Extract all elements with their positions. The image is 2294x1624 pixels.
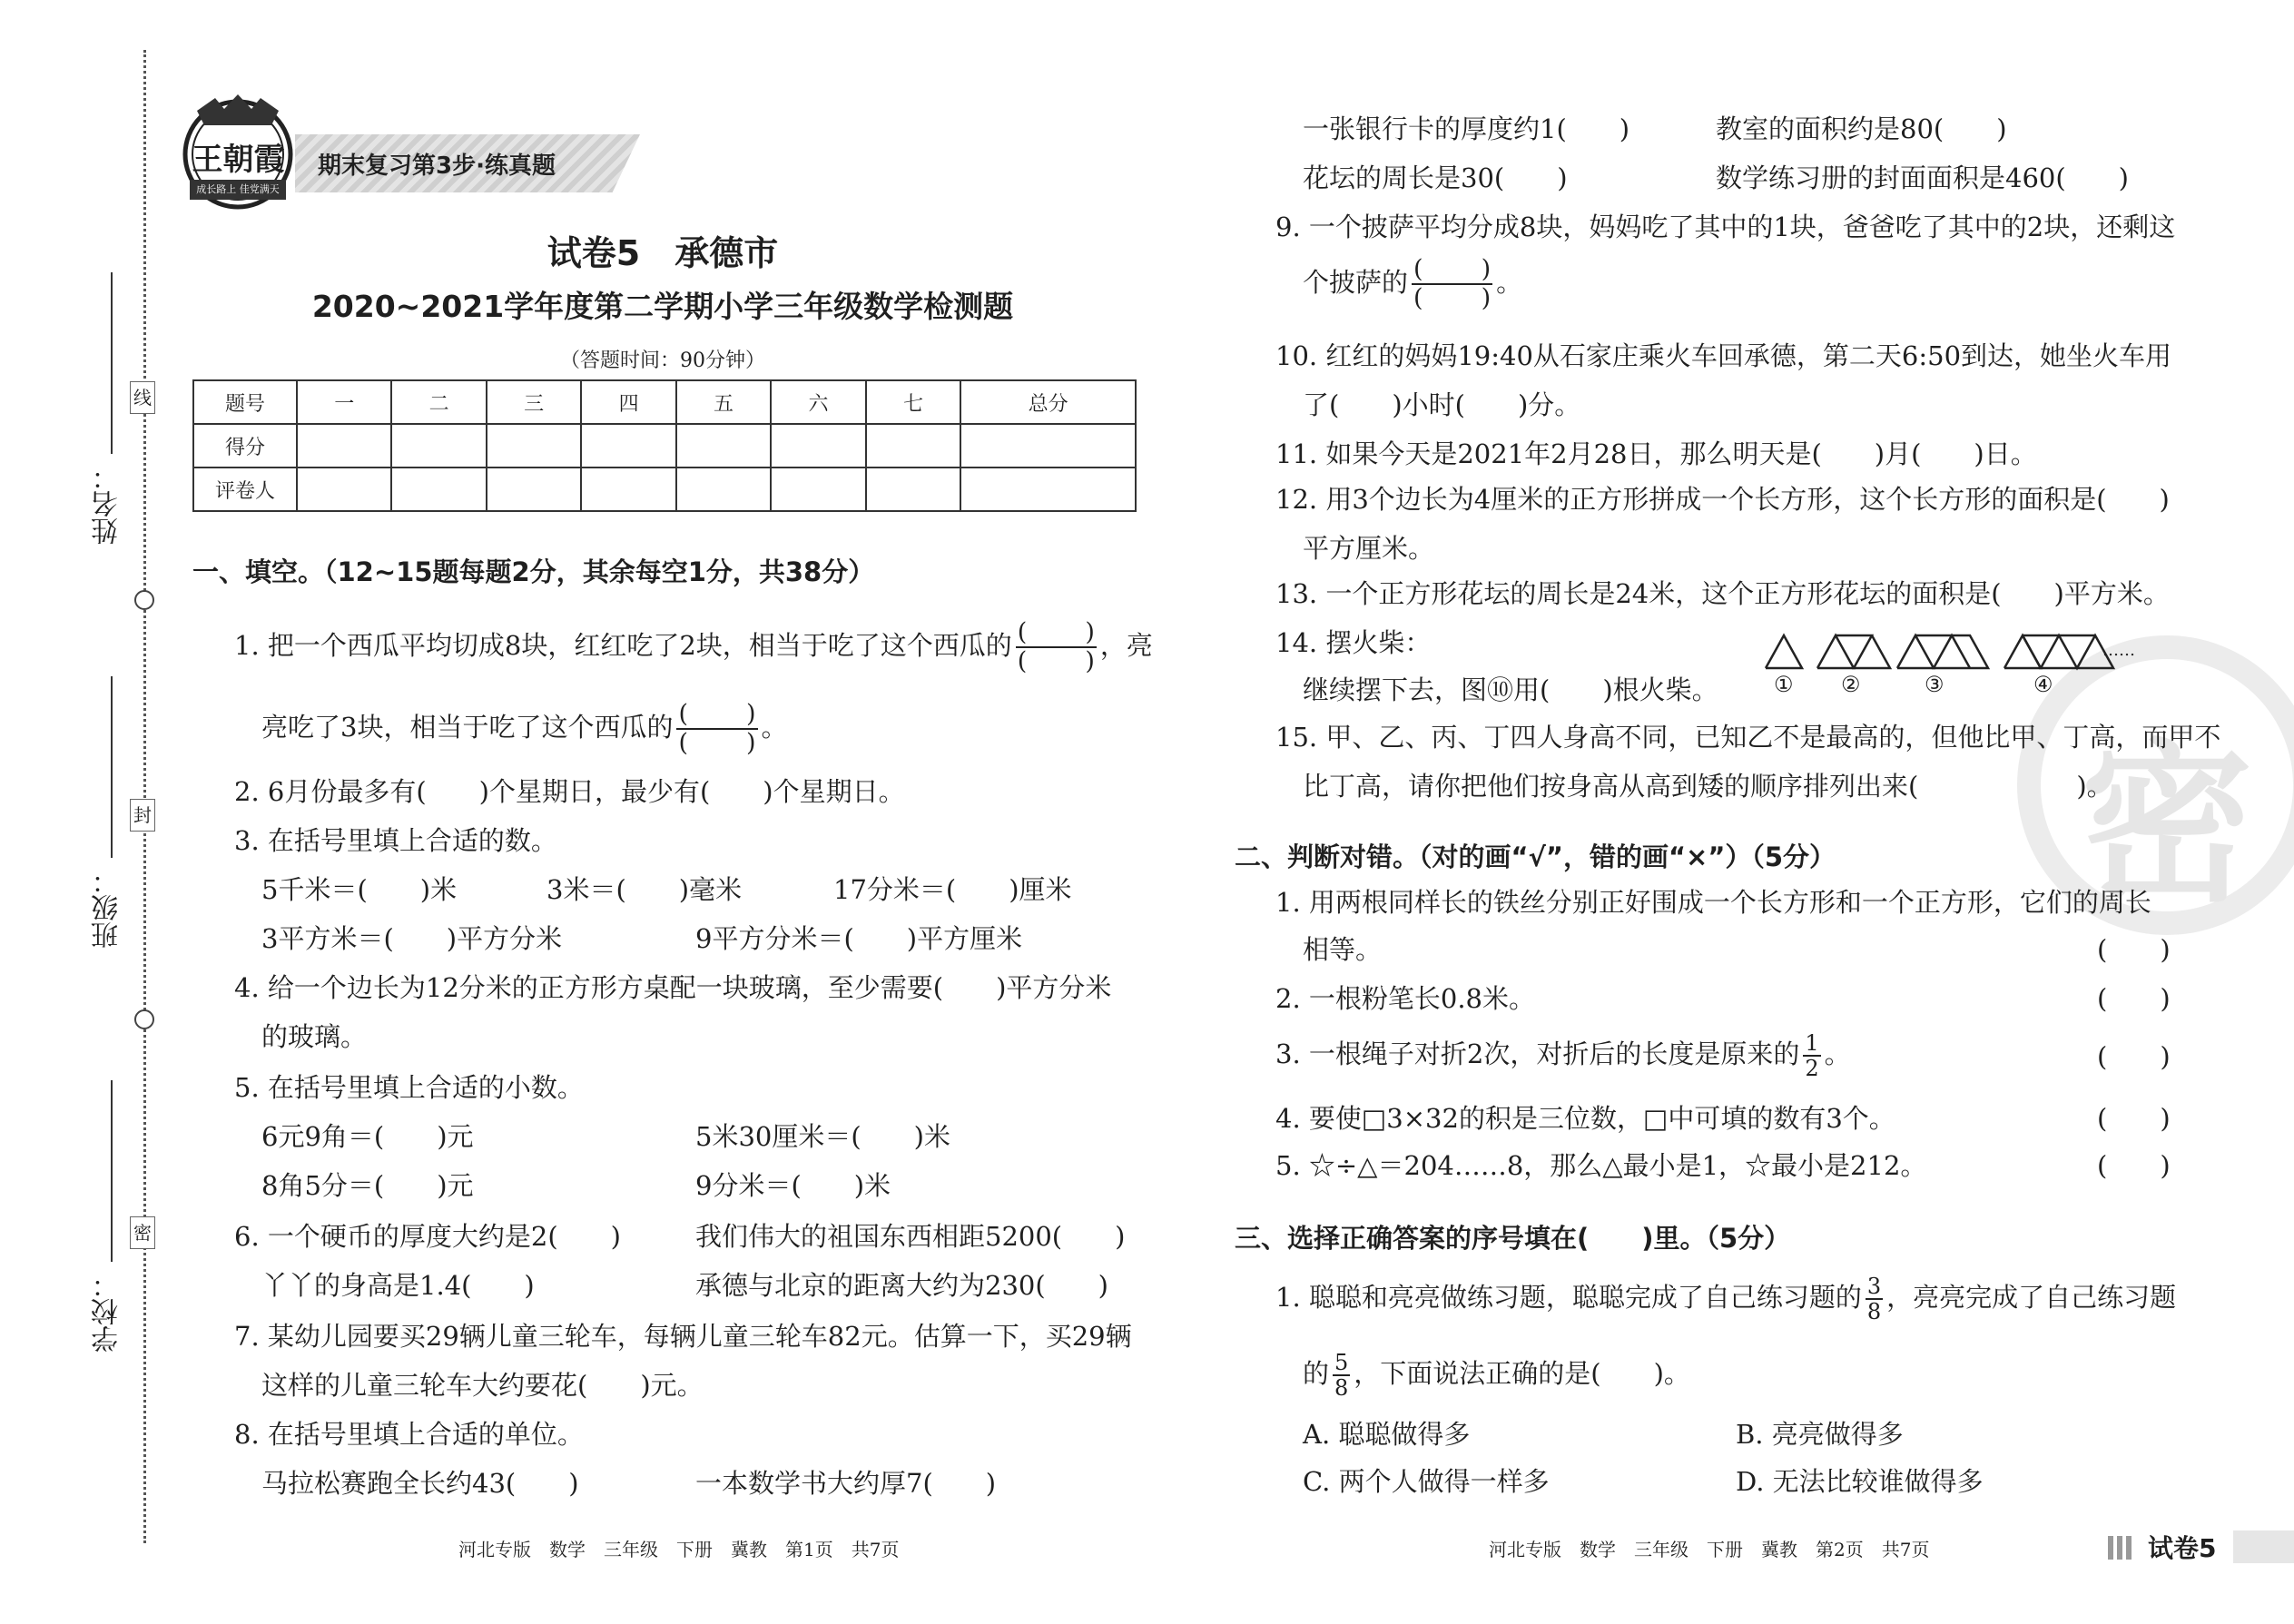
s1-q10-line1: 10. 红红的妈妈19:40从石家庄乘火车回承德，第二天6:50到达，她坐火车用: [1275, 340, 2172, 371]
brand-logo: [177, 91, 300, 213]
s1-q3-item: 5千米＝( )米: [261, 874, 458, 905]
class-field-line[interactable]: [111, 676, 113, 858]
s2-q3: [1275, 1031, 1851, 1080]
footer-right: 河北专版 数学 三年级 下册 冀教 第2页 共7页: [1489, 1539, 1930, 1560]
s1-q9-line1: 9. 一个披萨平均分成8块，妈妈吃了其中的1块，爸爸吃了其中的2块，还剩这: [1275, 212, 2176, 242]
score-col-header: 六: [771, 380, 865, 424]
footer-tag-bar: [2233, 1530, 2294, 1563]
s1-q13: 13. 一个正方形花坛的周长是24米，这个正方形花坛的面积是( )平方米。: [1275, 578, 2170, 609]
grader-cell[interactable]: [581, 468, 675, 511]
grader-row-label: 评卷人: [193, 468, 297, 511]
s3-q1-denominator-b: 8: [1334, 1375, 1349, 1401]
footer-tag-decoration: [2108, 1536, 2135, 1560]
s1-q7-line1: 7. 某幼儿园要买29辆儿童三轮车，每辆儿童三轮车82元。估算一下，买29辆: [234, 1321, 1132, 1352]
binding-line: [143, 50, 146, 1543]
s2-q5: 5. ☆÷△＝204……8，那么△最小是1，☆最小是212。: [1275, 1150, 1927, 1181]
s1-q5-item: 9分米＝( )米: [695, 1170, 891, 1201]
s1-q7-line2: 这样的儿童三轮车大约要花( )元。: [261, 1370, 704, 1401]
s1-q10-line2: 了( )小时( )分。: [1303, 389, 1581, 420]
s3-option-d[interactable]: D. 无法比较谁做得多: [1736, 1466, 1984, 1497]
s1-q8-item: 数学练习册的封面面积是460( ): [1716, 162, 2129, 193]
s1-q14-line2: 继续摆下去，图⑩用( )根火柴。: [1303, 674, 1718, 705]
s2-q4-answer[interactable]: ( ): [2097, 1103, 2171, 1134]
score-cell[interactable]: [676, 424, 771, 468]
score-cell[interactable]: [297, 424, 391, 468]
s1-q6-item: 承德与北京的距离大约为230( ): [695, 1270, 1108, 1301]
paren-open: (: [1413, 284, 1423, 312]
name-label: 姓名：: [92, 463, 123, 545]
s1-q8-item: 教室的面积约是80( ): [1716, 113, 2007, 144]
school-label: 学校：: [92, 1271, 123, 1353]
s3-option-c[interactable]: C. 两个人做得一样多: [1303, 1466, 1550, 1497]
matchstick-fig-label: ③: [1925, 672, 1944, 697]
margin-mark-feng: 封: [130, 799, 155, 832]
score-cell[interactable]: [487, 424, 581, 468]
exam-title: 试卷5 承德市: [546, 233, 779, 273]
score-row: [193, 424, 1136, 468]
score-table-header-row: [193, 380, 1136, 424]
time-note: （答题时间：90分钟）: [560, 349, 765, 372]
s1-q1-line2: [261, 701, 788, 757]
grader-row: [193, 468, 1136, 511]
grader-cell[interactable]: [960, 468, 1136, 511]
score-cell[interactable]: [391, 424, 486, 468]
paren-close: ): [1481, 255, 1492, 283]
s1-q5-item: 5米30厘米＝( )米: [695, 1121, 950, 1152]
s1-q3-item: 3米＝( )毫米: [546, 874, 743, 905]
s1-q9-fraction-blank[interactable]: [1412, 256, 1492, 312]
margin-mark-mi: 密: [130, 1216, 155, 1249]
paren-close: ): [1085, 647, 1095, 675]
s1-q8: 8. 在括号里填上合适的单位。: [234, 1419, 584, 1450]
s2-q1-line1: 1. 用两根同样长的铁丝分别正好围成一个长方形和一个正方形，它们的周长: [1275, 887, 2151, 918]
s1-q1-text-a: 1. 把一个西瓜平均切成8块，红红吃了2块，相当于吃了这个西瓜的: [234, 630, 1012, 661]
s1-q5-item: 6元9角＝( )元: [261, 1121, 474, 1152]
s1-q8-item: 花坛的周长是30( ): [1303, 162, 1568, 193]
footer-tag: 试卷5: [2148, 1533, 2217, 1563]
s2-q1-line2: 相等。: [1303, 934, 1383, 965]
s1-q3-item: 3平方米＝( )平方分米: [261, 923, 563, 954]
s3-q1-text-b: 的: [1303, 1358, 1330, 1389]
binding-dot-2: [134, 1009, 154, 1029]
matchstick-fig-label: ④: [2033, 672, 2053, 697]
s1-q1-line1: [234, 619, 1153, 675]
paren-close: ): [1481, 284, 1492, 312]
grader-cell[interactable]: [676, 468, 771, 511]
s3-q1-line2: [1303, 1351, 1690, 1400]
s1-q5: 5. 在括号里填上合适的小数。: [234, 1072, 584, 1103]
s2-q3-end: 。: [1824, 1038, 1851, 1069]
s1-q1-text-a-end: ，亮: [1099, 630, 1153, 661]
s1-q3-item: 9平方分米＝( )平方厘米: [695, 923, 1023, 954]
name-field-line[interactable]: [111, 272, 113, 454]
s1-q15-line1: 15. 甲、乙、丙、丁四人身高不同，已知乙不是最高的，但他比甲、丁高，而甲不: [1275, 722, 2221, 753]
paren-open: (: [1017, 647, 1028, 675]
score-row-label: 得分: [193, 424, 297, 468]
s3-q1-line1: [1275, 1275, 2176, 1324]
s1-q5-item: 8角5分＝( )元: [261, 1170, 474, 1201]
s2-q3-fraction: [1803, 1031, 1820, 1080]
score-col-header: 一: [297, 380, 391, 424]
header-ribbon-text: 期末复习第3步·练真题: [318, 153, 556, 180]
score-table: [192, 379, 1137, 512]
s1-q9-text-b: 个披萨的: [1303, 267, 1409, 298]
score-cell[interactable]: [581, 424, 675, 468]
exam-subtitle: 2020~2021学年度第二学期小学三年级数学检测题: [311, 289, 1014, 324]
s1-q12-line2: 平方厘米。: [1303, 533, 1435, 564]
paren-open: (: [678, 700, 688, 728]
s1-q1-text-b: 亮吃了3块，相当于吃了这个西瓜的: [261, 712, 674, 743]
school-field-line[interactable]: [111, 1080, 113, 1262]
matchstick-fig-label: ②: [1841, 672, 1861, 697]
score-col-header: 四: [581, 380, 675, 424]
s1-q6-item: 我们伟大的祖国东西相距5200( ): [695, 1221, 1126, 1252]
s1-q8-item: 一本数学书大约厚7( ): [695, 1468, 997, 1499]
s2-q4: 4. 要使□3×32的积是三位数，□中可填的数有3个。: [1275, 1103, 1895, 1134]
grader-cell[interactable]: [866, 468, 960, 511]
s1-q14-line1: 14. 摆火柴：: [1275, 627, 1432, 658]
class-label: 班级：: [92, 867, 123, 949]
s1-q1-fraction-blank-2[interactable]: [676, 701, 757, 757]
s1-q8-item: 马拉松赛跑全长约43( ): [261, 1468, 579, 1499]
s3-q1-text-a: 1. 聪聪和亮亮做练习题，聪聪完成了自己练习题的: [1275, 1282, 1862, 1313]
s1-q6-item: 丫丫的身高是1.4( ): [261, 1270, 535, 1301]
s1-q9-text-b-end: 。: [1496, 267, 1523, 298]
s3-q1-numerator-a: 3: [1866, 1274, 1882, 1299]
score-cell[interactable]: [771, 424, 865, 468]
score-col-header: 二: [391, 380, 486, 424]
matchstick-fig-label: ①: [1774, 672, 1794, 697]
s3-q1-text-a-end: ，亮亮完成了自己练习题: [1886, 1282, 2177, 1313]
s3-q1-fraction-b: [1333, 1351, 1350, 1400]
matchstick-ellipsis: ……: [2102, 641, 2135, 660]
grader-cell[interactable]: [297, 468, 391, 511]
s1-q15-line2: 比丁高，请你把他们按身高从高到矮的顺序排列出来( )。: [1303, 771, 2113, 802]
margin-mark-xian: 线: [130, 381, 155, 414]
s1-q11: 11. 如果今天是2021年2月28日，那么明天是( )月( )日。: [1275, 438, 2037, 469]
s3-option-b[interactable]: B. 亮亮做得多: [1736, 1419, 1904, 1450]
score-col-header: 总分: [960, 380, 1136, 424]
s1-q1-fraction-blank-1[interactable]: [1016, 619, 1097, 675]
paren-close: ): [746, 729, 756, 757]
paren-open: (: [678, 729, 688, 757]
s3-q1-denominator-a: 8: [1866, 1299, 1882, 1324]
s1-q12-line1: 12. 用3个边长为4厘米的正方形拼成一个长方形，这个长方形的面积是( ): [1275, 484, 2170, 515]
s1-q6-item: 6. 一个硬币的厚度大约是2( ): [234, 1221, 621, 1252]
paren-close: ): [746, 700, 756, 728]
s2-q2: 2. 一根粉笔长0.8米。: [1275, 983, 1536, 1014]
score-col-header: 五: [676, 380, 771, 424]
logo-text: 王朝霞: [192, 142, 285, 178]
s2-q1-answer[interactable]: ( ): [2097, 934, 2171, 965]
s1-q2: 2. 6月份最多有( )个星期日，最少有( )个星期日。: [234, 776, 905, 807]
binding-dot-1: [134, 590, 154, 610]
score-cell[interactable]: [960, 424, 1136, 468]
s1-q3-item: 17分米＝( )厘米: [833, 874, 1072, 905]
score-col-header: 题号: [193, 380, 297, 424]
s2-q5-answer[interactable]: ( ): [2097, 1150, 2171, 1181]
grader-cell[interactable]: [771, 468, 865, 511]
paren-close: ): [1085, 618, 1095, 646]
logo-motto: 成长路上 佳党满天: [196, 183, 280, 195]
s2-q3-denominator: 2: [1805, 1056, 1819, 1081]
seal-watermark-text: 密: [2080, 724, 2253, 925]
s2-q3-text: 3. 一根绳子对折2次，对折后的长度是原来的: [1275, 1038, 1800, 1069]
section2-heading: 二、判断对错。（对的画“√”，错的画“×”）（5分）: [1235, 842, 1836, 872]
s1-q1-text-b-end: 。: [761, 712, 788, 743]
score-col-header: 三: [487, 380, 581, 424]
score-col-header: 七: [866, 380, 960, 424]
footer-left: 河北专版 数学 三年级 下册 冀教 第1页 共7页: [458, 1539, 900, 1560]
s3-q1-text-b-end: ，下面说法正确的是( )。: [1354, 1358, 1690, 1389]
s1-q4-line2: 的玻璃。: [261, 1021, 368, 1052]
s1-q9-line2: [1303, 256, 1522, 312]
s2-q3-answer[interactable]: ( ): [2097, 1041, 2171, 1072]
score-cell[interactable]: [866, 424, 960, 468]
paren-open: (: [1413, 255, 1423, 283]
s1-q8-item: 一张银行卡的厚度约1( ): [1303, 113, 1630, 144]
s3-q1-fraction-a: [1866, 1275, 1883, 1324]
paren-open: (: [1017, 618, 1028, 646]
s2-q3-numerator: 1: [1805, 1030, 1819, 1056]
s1-q4-line1: 4. 给一个边长为12分米的正方形方桌配一块玻璃，至少需要( )平方分米: [234, 972, 1112, 1003]
s3-option-a[interactable]: A. 聪聪做得多: [1303, 1419, 1471, 1450]
grader-cell[interactable]: [487, 468, 581, 511]
grader-cell[interactable]: [391, 468, 486, 511]
s1-q3: 3. 在括号里填上合适的数。: [234, 825, 557, 856]
section3-heading: 三、选择正确答案的序号填在( )里。（5分）: [1235, 1223, 1791, 1254]
s3-q1-numerator-b: 5: [1334, 1350, 1349, 1375]
section1-heading: 一、填空。（12~15题每题2分，其余每空1分，共38分）: [192, 556, 875, 587]
s2-q2-answer[interactable]: ( ): [2097, 983, 2171, 1014]
